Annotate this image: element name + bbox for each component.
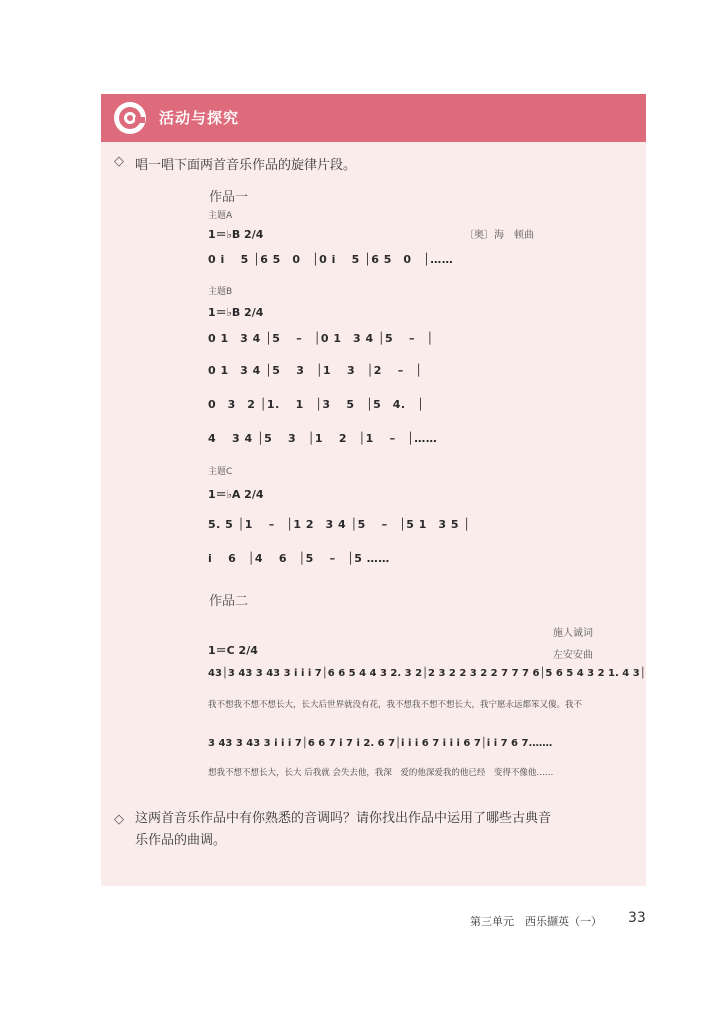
work2-row-1: 43│3 43 3 43 3 i i i 7│6 6 5 4 4 3 2. 3 2│2 3 2 2 3 2 2 7 7 7 6│5 6 5 4 3 2 1. 4 3│ xyxy=(208,668,646,679)
work2-lyrics-1: 我不想我不想不想长大，长大后世界就没有花，我不想我不想不想长大，我宁愿永远都笨又傻。我不 xyxy=(208,700,583,710)
themeA-key: 1＝♭B 2/4 xyxy=(208,228,264,241)
work2-row-2: 3 43 3 43 3 i i i 7│6 6 7 i 7 i 2. 6 7│i i i 6 7 i i i 6 7│i i 7 6 7.…… xyxy=(208,738,553,749)
themeA-row-1: 0 i 5 │6 5 0 │0 i 5 │6 5 0 │…… xyxy=(208,253,454,266)
page-number: 33 xyxy=(628,910,646,926)
work2-key: 1＝C 2/4 xyxy=(208,644,258,657)
work2-lyrics-2: 想我不想不想长大，长大 后我就 会失去他，我深 爱的他深爱我的他已经 变得不像他…… xyxy=(208,768,554,778)
work2-lyricist: 施人诚词 xyxy=(553,628,593,639)
diamond-icon: ◇ xyxy=(114,154,124,169)
work2-title: 作品二 xyxy=(209,594,249,609)
diamond-icon: ◇ xyxy=(114,812,124,827)
themeC-row-1: 5. 5 │1 – │1 2 3 4 │5 – │5 1 3 5 │ xyxy=(208,518,471,531)
banner-title: 活动与探究 xyxy=(159,109,240,127)
themeB-key: 1＝♭B 2/4 xyxy=(208,306,264,319)
themeB-label: 主题B xyxy=(208,287,233,297)
themeC-key: 1＝♭A 2/4 xyxy=(208,488,264,501)
work1-title: 作品一 xyxy=(209,190,249,205)
prompt-text: 唱一唱下面两首音乐作品的旋律片段。 xyxy=(135,158,357,173)
work1-credit: 〔奥〕海 顿曲 xyxy=(464,230,534,241)
question-text xyxy=(135,808,635,852)
question-line-1: 这两首音乐作品中有你熟悉的音调吗？请你找出作品中运用了哪些古典音 xyxy=(135,811,552,826)
themeC-label: 主题C xyxy=(208,467,233,477)
footer-unit: 第三单元 西乐撷英（一） xyxy=(470,915,602,928)
themeB-row-1: 0 1 3 4 │5 – │0 1 3 4 │5 – │ xyxy=(208,332,434,345)
themeB-row-2: 0 1 3 4 │5 3 │1 3 │2 – │ xyxy=(208,364,423,377)
section-banner xyxy=(101,94,646,142)
activity-panel xyxy=(101,94,646,886)
themeA-label: 主题A xyxy=(208,211,233,221)
question-line-2: 乐作品的曲调。 xyxy=(135,833,227,848)
work2-composer: 左安安曲 xyxy=(553,650,593,661)
themeC-row-2: i 6 │4 6 │5 – │5 …… xyxy=(208,552,390,565)
themeB-row-4: 4 3 4 │5 3 │1 2 │1 – │…… xyxy=(208,432,438,445)
at-sign-icon xyxy=(113,101,147,135)
themeB-row-3: 0 3 2 │1. 1 │3 5 │5 4. │ xyxy=(208,398,425,411)
